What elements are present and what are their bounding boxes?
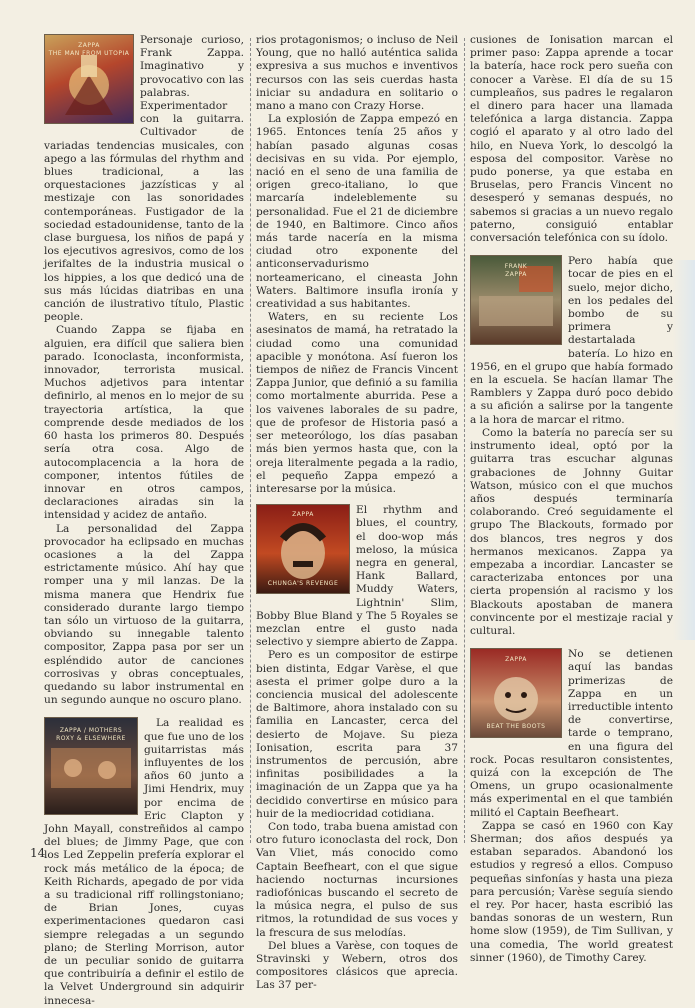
beat-the-boots-caption-2: BEAT THE BOOTS [486, 722, 546, 730]
col2-paragraph-3: Waters, en su reciente Los asesinatos de mamá, ha retratado la ciudad como una comunidad apacible y monótona. Así fueron los tiempos de niñez de Francis Vincent Zappa Junior, que definió a su familia como mortalmente aburrida. Pese a los vaivenes laborales de su padre, que de profesor de Historia pasó a ser meteorólogo, los días pasaban más bien yermos hasta que, con la oreja literalmente pegada a la radio, el pequeño Zappa empezó a interesarse por la música. [256, 311, 458, 495]
col3-paragraph-1: cusiones de Ionisation marcan el primer paso: Zappa aprende a tocar la batería, hace rock pero sueña con conocer a Varèse. El día de su 15 cumpleaños, sus padres le regalaron el dinero para hacer una llamada telefónica a larga distancia. Zappa cogió el aparato y al otro lado del hilo, en Nueva York, lo descolgó la esposa del compositor. Varèse no pudo ponerse, ya que estaba en Bruselas, pero Francis Vincent no desesperó y semanas después, no sabemos si gracias a un nuevo regalo paterno, consiguió entablar conversación telefónica con su ídolo. [470, 34, 673, 245]
column-2 [256, 34, 458, 992]
col1-paragraph-2: Cuando Zappa se fijaba en alguien, era difícil que saliera bien parado. Iconoclasta, inconformista, innovador, terrorista musical. Muchos adjetivos para intentar definirlo, al menos en lo mejor de su trayectoria artística, la que comprende desde mediados de los 60 hasta los primeros 80. Después sería otra cosa. Algo de autocomplacencia a la hora de componer, intentos fútiles de innovar en otros campos, declaraciones airadas sin la intensidad y acidez de antaño. [44, 324, 244, 522]
utopia-caption-1: ZAPPA [78, 42, 100, 49]
col1-paragraph-1: Personaje curioso, Frank Zappa. Imaginativo y provocativo con las palabras. Experimentador con la guitarra. Cultivador de variadas tendencias musicales, con apego a las fórmulas del rhythm and blues tradicional, a las orquestaciones jazzísticas y al mestizaje con las sonoridades contemporáneas. Fustigador de la sociedad estadounidense, tanto de la clase burguesa, los niños de papá y los ejecutivos agresivos, como de los jerifaltes de la industria musical o los hippies, a los que dedicó una de sus más lúcidas diatribas en una canción de ilustrativo título, Plastic people. [44, 34, 244, 324]
roxy-caption-2: ROXY & ELSEWHERE [56, 735, 126, 743]
column-divider-1 [250, 38, 251, 843]
col1-paragraph-4: La realidad es que fue uno de los guitarristas más influyentes de los años 60 junto a Jimi Hendrix, muy por encima de Eric Clapton y John Mayall, constreñidos al campo del blues; de Jimmy Page, que con los Led Zeppelin prefería explorar el rock más metálico de la época; de Keith Richards, apegado de por vida a su tradicional riff rollingstoniano; de Brian Jones, cuyas experimentaciones quedaron casi siempre relegadas a un segundo plano; de Sterling Morrison, autor de un peculiar sonido de guitarra que contribuiría a definir el estilo de la Velvet Underground sin adquirir innecesa- [44, 717, 244, 1007]
beat-the-boots-caption-1: ZAPPA [505, 656, 527, 664]
col3-paragraph-2: Pero había que tocar de pies en el suelo, mejor dicho, en los pedales del bombo de su primera y destartalada batería. Lo hizo en 1956, en el grupo que había formado en la escuela. Se hacían llamar The Ramblers y Zappa duró poco debido a su afición a salirse por la tangente a la hora de marcar el ritmo. [470, 255, 673, 426]
column-1 [44, 34, 244, 1007]
page-number: 14 [30, 846, 46, 860]
chunga-caption-2: CHUNGA'S REVENGE [267, 579, 339, 587]
column-3 [470, 34, 673, 964]
col2-paragraph-5: Pero es un compositor de estirpe bien distinta, Edgar Varèse, el que asesta el primer golpe duro a la conciencia musical del adolescente de Baltimore, ahora instalado con su familia en Lancaster, cerca del desierto de Mojave. Su pieza Ionisation, escrita para 37 instrumentos de percusión, abre infinitas posibilidades a la imaginación de un Zappa que ya ha decidido convertirse en músico para huir de la mediocridad cotidiana. [256, 649, 458, 820]
utopia-caption-2: THE MAN FROM UTOPIA [48, 50, 130, 57]
col2-paragraph-2: La explosión de Zappa empezó en 1965. Entonces tenía 25 años y habían pasado algunas cosas decisivas en su vida. Por ejemplo, nació en el seno de una familia de origen greco-italiano, lo que marcaría indeleblemente su personalidad. Fue el 21 de diciembre de 1940, en Baltimore. Cinco años más tarde nacería en la misma ciudad otro exponente del anticonservadurismo norteamericano, el cineasta John Waters. Baltimore insufla ironía y creatividad a sus habitantes. [256, 113, 458, 311]
album-cover-beat-the-boots [470, 648, 562, 738]
album-cover-sleep-dirt [470, 255, 562, 345]
col2-paragraph-1: rios protagonismos; o incluso de Neil Young, que no halló auténtica salida expresiva a sus muchos e inventivos recursos con las seis cuerdas hasta iniciar su andadura en solitario o mano a mano con Crazy Horse. [256, 34, 458, 113]
album-cover-utopia [44, 34, 134, 124]
album-cover-roxy [44, 717, 138, 815]
col2-paragraph-4: El rhythm and blues, el country, el doo-wop más meloso, la música negra en general, Hank Ballard, Muddy Waters, Lightnin' Slim, Bobby Blue Bland y The 5 Royales se mezclan entre el gusto nada selectivo y siempre abierto de Zappa. [256, 504, 458, 649]
chunga-caption-1: ZAPPA [292, 511, 314, 519]
roxy-caption-1: ZAPPA / MOTHERS [59, 727, 123, 735]
album-cover-chunga [256, 504, 350, 594]
col3-paragraph-3: Como la batería no parecía ser su instrumento ideal, optó por la guitarra tras escuchar algunas grabaciones de Johnny Guitar Watson, músico con el que muchos años después terminaría colaborando. Creó seguidamente el grupo The Blackouts, formado por dos blancos, tres negros y dos hermanos mexicanos. Zappa ya empezaba a incordiar. Lancaster se caracterizaba entonces por una cierta propensión al racismo y los Blackouts apostaban de manera convincente por el mestizaje racial y cultural. [470, 426, 673, 637]
column-divider-2 [464, 38, 465, 843]
col2-paragraph-6: Con todo, traba buena amistad con otro futuro iconoclasta del rock, Don Van Vliet, más conocido como Captain Beefheart, con el que sigue haciendo nocturnas incursiones radiofónicas buscando el secreto de la música negra, el pulso de sus ritmos, la rotundidad de sus voces y la frescura de sus melodías. [256, 820, 458, 939]
col1-paragraph-3: La personalidad del Zappa provocador ha eclipsado en muchas ocasiones a la del Zappa estrictamente músico. Ahí hay que romper una y mil lanzas. De la misma manera que Hendrix fue considerado durante largo tiempo tan sólo un virtuoso de la guitarra, obviando su innegable talento compositor, Zappa pasa por ser un espléndido autor de canciones corrosivas y obras conceptuales, quedando su labor instrumental en un segundo aunque no oscuro plano. [44, 522, 244, 707]
col2-paragraph-7: Del blues a Varèse, con toques de Stravinski y Webern, otros dos compositores clásicos que aprecia. Las 37 per- [256, 939, 458, 992]
sleep-dirt-caption-2: ZAPPA [505, 271, 527, 279]
col3-paragraph-4: No se detienen aquí las bandas primerizas de Zappa en un irreductible intento de convertirse, tarde o temprano, en una figura del rock. Pocas resultaron consistentes, quizá con la excepción de The Omens, un grupo ocasionalmente más experimental en el que también militó el Captain Beefheart. [470, 648, 673, 819]
page-edge-bleed [673, 260, 695, 640]
sleep-dirt-caption-1: FRANK [504, 263, 528, 271]
col3-paragraph-5: Zappa se casó en 1960 con Kay Sherman; dos años después ya estaban separados. Abandonó los estudios y regresó a ellos. Compuso pequeñas sinfonías y hasta una pieza para percusión; Varèse seguía siendo el rey. Por hacer, hasta escribió las bandas sonoras de un western, Run home slow (1959), de Tim Sullivan, y una comedia, The world greatest sinner (1960), de Timothy Carey. [470, 819, 673, 964]
